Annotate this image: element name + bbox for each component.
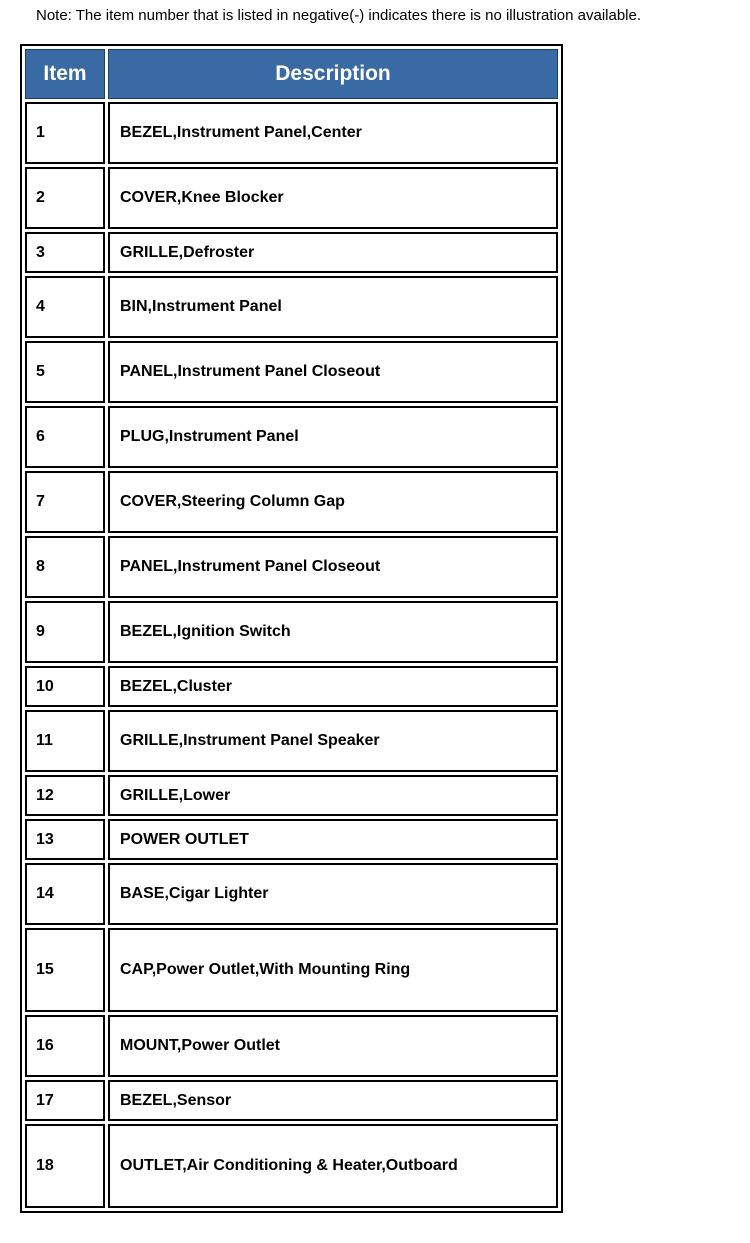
table-row bbox=[25, 863, 558, 925]
table-row bbox=[25, 406, 558, 468]
item-number: 13 bbox=[25, 819, 105, 860]
table-row bbox=[25, 775, 558, 816]
item-number: 5 bbox=[25, 341, 105, 403]
table-row bbox=[25, 666, 558, 707]
item-description: BEZEL,Sensor bbox=[108, 1080, 558, 1121]
item-description: BASE,Cigar Lighter bbox=[108, 863, 558, 925]
item-number: 14 bbox=[25, 863, 105, 925]
table-row bbox=[25, 167, 558, 229]
table-row bbox=[25, 341, 558, 403]
table-row bbox=[25, 601, 558, 663]
item-description: GRILLE,Instrument Panel Speaker bbox=[108, 710, 558, 772]
item-number: 10 bbox=[25, 666, 105, 707]
table-row bbox=[25, 819, 558, 860]
table-row bbox=[25, 471, 558, 533]
table-row bbox=[25, 232, 558, 273]
item-number: 18 bbox=[25, 1124, 105, 1208]
availability-note: Note: The item number that is listed in negative(-) indicates there is no illustration available. bbox=[36, 7, 642, 24]
table-row bbox=[25, 102, 558, 164]
item-description: OUTLET,Air Conditioning & Heater,Outboard bbox=[108, 1124, 558, 1208]
table-header-row bbox=[25, 49, 558, 99]
table-row bbox=[25, 1015, 558, 1077]
table-row bbox=[25, 276, 558, 338]
table-row bbox=[25, 1124, 558, 1208]
item-description: COVER,Knee Blocker bbox=[108, 167, 558, 229]
item-description: BEZEL,Cluster bbox=[108, 666, 558, 707]
item-column-header: Item bbox=[25, 49, 105, 99]
item-number: 1 bbox=[25, 102, 105, 164]
item-number: 4 bbox=[25, 276, 105, 338]
item-number: 9 bbox=[25, 601, 105, 663]
table-row bbox=[25, 710, 558, 772]
item-description: GRILLE,Lower bbox=[108, 775, 558, 816]
table-row bbox=[25, 1080, 558, 1121]
item-description: PLUG,Instrument Panel bbox=[108, 406, 558, 468]
item-number: 16 bbox=[25, 1015, 105, 1077]
item-description: BEZEL,Ignition Switch bbox=[108, 601, 558, 663]
item-description: BEZEL,Instrument Panel,Center bbox=[108, 102, 558, 164]
item-description: GRILLE,Defroster bbox=[108, 232, 558, 273]
item-number: 3 bbox=[25, 232, 105, 273]
item-description: POWER OUTLET bbox=[108, 819, 558, 860]
item-number: 11 bbox=[25, 710, 105, 772]
item-number: 15 bbox=[25, 928, 105, 1012]
item-number: 8 bbox=[25, 536, 105, 598]
item-number: 12 bbox=[25, 775, 105, 816]
table-row bbox=[25, 928, 558, 1012]
item-number: 2 bbox=[25, 167, 105, 229]
table-row bbox=[25, 536, 558, 598]
item-description: MOUNT,Power Outlet bbox=[108, 1015, 558, 1077]
item-description: PANEL,Instrument Panel Closeout bbox=[108, 341, 558, 403]
description-column-header: Description bbox=[108, 49, 558, 99]
parts-table bbox=[20, 44, 563, 1213]
item-number: 17 bbox=[25, 1080, 105, 1121]
item-description: COVER,Steering Column Gap bbox=[108, 471, 558, 533]
item-number: 7 bbox=[25, 471, 105, 533]
item-number: 6 bbox=[25, 406, 105, 468]
item-description: PANEL,Instrument Panel Closeout bbox=[108, 536, 558, 598]
item-description: CAP,Power Outlet,With Mounting Ring bbox=[108, 928, 558, 1012]
item-description: BIN,Instrument Panel bbox=[108, 276, 558, 338]
